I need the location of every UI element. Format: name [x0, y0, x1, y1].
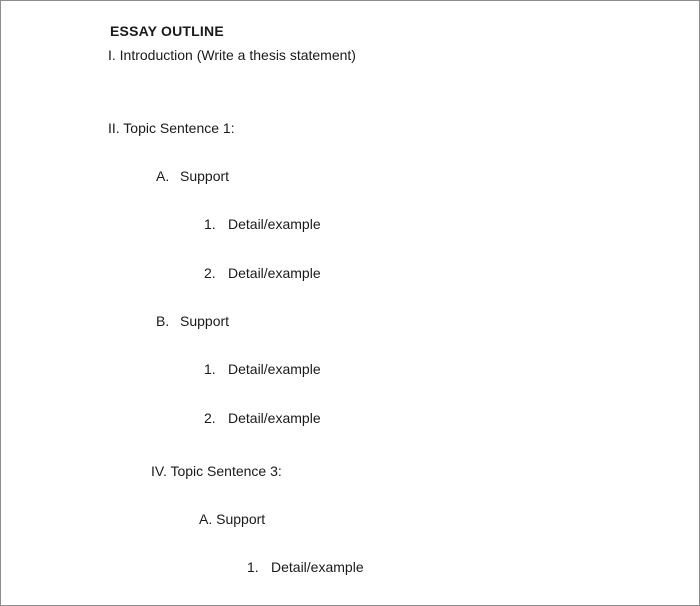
detail-item [204, 409, 404, 427]
topic-sentence-3-heading: IV. Topic Sentence 3: [151, 463, 282, 479]
support-a-marker: A. [156, 168, 170, 184]
document-title: ESSAY OUTLINE [110, 23, 224, 39]
detail-marker: 1. [204, 216, 216, 232]
detail-item [204, 360, 404, 378]
detail-marker: 1. [247, 559, 259, 575]
support-item-a [156, 167, 356, 185]
introduction-heading: I. Introduction (Write a thesis statement) [108, 47, 356, 63]
detail-label: Detail/example [228, 410, 321, 426]
detail-item [204, 264, 404, 282]
detail-item [204, 215, 404, 233]
detail-label: Detail/example [228, 265, 321, 281]
support-b-marker: B. [156, 313, 170, 329]
detail-label: Detail/example [228, 361, 321, 377]
support-a-label: Support [180, 168, 230, 184]
detail-marker: 2. [204, 410, 216, 426]
detail-item [247, 558, 447, 576]
support-b-label: Support [180, 313, 230, 329]
topic-sentence-1-heading: II. Topic Sentence 1: [108, 120, 235, 136]
detail-marker: 1. [204, 361, 216, 377]
detail-label: Detail/example [271, 559, 364, 575]
detail-marker: 2. [204, 265, 216, 281]
detail-label: Detail/example [228, 216, 321, 232]
support-item-a: A. Support [199, 511, 266, 527]
support-item-b [156, 312, 356, 330]
